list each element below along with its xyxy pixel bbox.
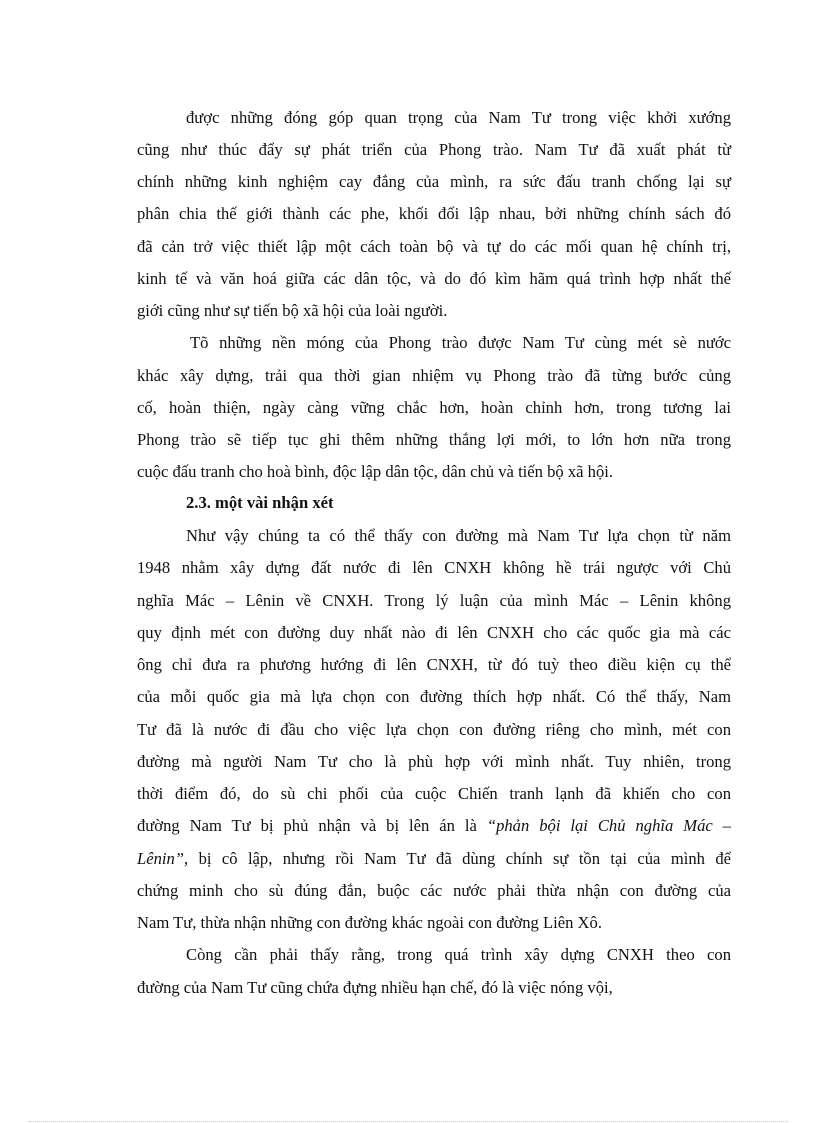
paragraph-line: đã cản trở việc thiết lập một cách toàn bộ và tự do các mối quan hệ chính trị, xyxy=(137,237,731,256)
paragraph-line: chính những kinh nghiệm cay đắng của mình, ra sức đấu tranh chống lại sự xyxy=(137,172,731,191)
italic-quote: “phản bội lại Chủ nghĩa Mác – xyxy=(486,816,731,835)
paragraph-line: cố, hoàn thiện, ngày càng vững chắc hơn, hoàn chỉnh hơn, trong tương lai xyxy=(137,398,731,417)
paragraph-line: cũng như thúc đẩy sự phát triển của Phong trào. Nam Tư đã xuất phát từ xyxy=(137,140,731,159)
italic-quote: Lênin”, xyxy=(137,849,189,868)
paragraph-line: Phong trào sẽ tiếp tục ghi thêm những thắng lợi mới, to lớn hơn nữa trong xyxy=(137,430,731,449)
paragraph-line: 1948 nhằm xây dựng đất nước đi lên CNXH không hề trái ngược với Chủ xyxy=(137,558,731,577)
paragraph-line: quy định mét con đường duy nhất nào đi lên CNXH cho các quốc gia mà các xyxy=(137,623,731,642)
paragraph-line: Tõ những nền móng của Phong trào được Nam Tư cùng mét sè nước xyxy=(190,333,731,352)
paragraph-line: chứng minh cho sù đúng đắn, buộc các nước phải thừa nhận con đường của xyxy=(137,881,731,900)
paragraph-line: Tư đã là nước đi đầu cho việc lựa chọn con đường riêng cho mình, mét con xyxy=(137,720,731,739)
page-bottom-rule xyxy=(28,1121,788,1122)
paragraph-line: ông chỉ đưa ra phương hướng đi lên CNXH, từ đó tuỳ theo điều kiện cụ thể xyxy=(137,655,731,674)
paragraph-line: thời điểm đó, do sù chi phối của cuộc Chiến tranh lạnh đã khiến cho con xyxy=(137,784,731,803)
paragraph-line: đường mà người Nam Tư cho là phù hợp với mình nhất. Tuy nhiên, trong xyxy=(137,752,731,771)
paragraph-line xyxy=(137,814,731,838)
line-text: bị cô lập, nhưng rồi Nam Tư đã dùng chính sự tồn tại của mình để xyxy=(188,849,731,868)
paragraph-line xyxy=(137,847,731,871)
section-heading: 2.3. một vài nhận xét xyxy=(186,493,334,512)
paragraph-line: khác xây dựng, trải qua thời gian nhiệm vụ Phong trào đã từng bước củng xyxy=(137,366,731,385)
paragraph-line: phân chia thế giới thành các phe, khối đối lập nhau, bởi những chính sách đó xyxy=(137,204,731,223)
paragraph-line: Như vậy chúng ta có thể thấy con đường mà Nam Tư lựa chọn từ năm xyxy=(186,526,731,545)
paragraph-line: đường của Nam Tư cũng chứa đựng nhiều hạn chế, đó là việc nóng vội, xyxy=(137,978,613,997)
paragraph-line: của mỗi quốc gia mà lựa chọn con đường thích hợp nhất. Có thể thấy, Nam xyxy=(137,687,731,706)
paragraph-line: Còng cần phải thấy rằng, trong quá trình xây dựng CNXH theo con xyxy=(186,945,731,964)
paragraph-line: nghĩa Mác – Lênin về CNXH. Trong lý luận của mình Mác – Lênin không xyxy=(137,591,731,610)
paragraph-line: kinh tế và văn hoá giữa các dân tộc, và do đó kìm hãm quá trình hợp nhất thế xyxy=(137,269,731,288)
paragraph-line: giới cũng như sự tiến bộ xã hội của loài người. xyxy=(137,301,448,320)
paragraph-line: được những đóng góp quan trọng của Nam Tư trong việc khởi xướng xyxy=(186,108,731,127)
line-text: đường Nam Tư bị phủ nhận và bị lên án là xyxy=(137,816,487,835)
paragraph-line: Nam Tư, thừa nhận những con đường khác ngoài con đường Liên Xô. xyxy=(137,913,602,932)
paragraph-line: cuộc đấu tranh cho hoà bình, độc lập dân tộc, dân chủ và tiến bộ xã hội. xyxy=(137,462,614,481)
